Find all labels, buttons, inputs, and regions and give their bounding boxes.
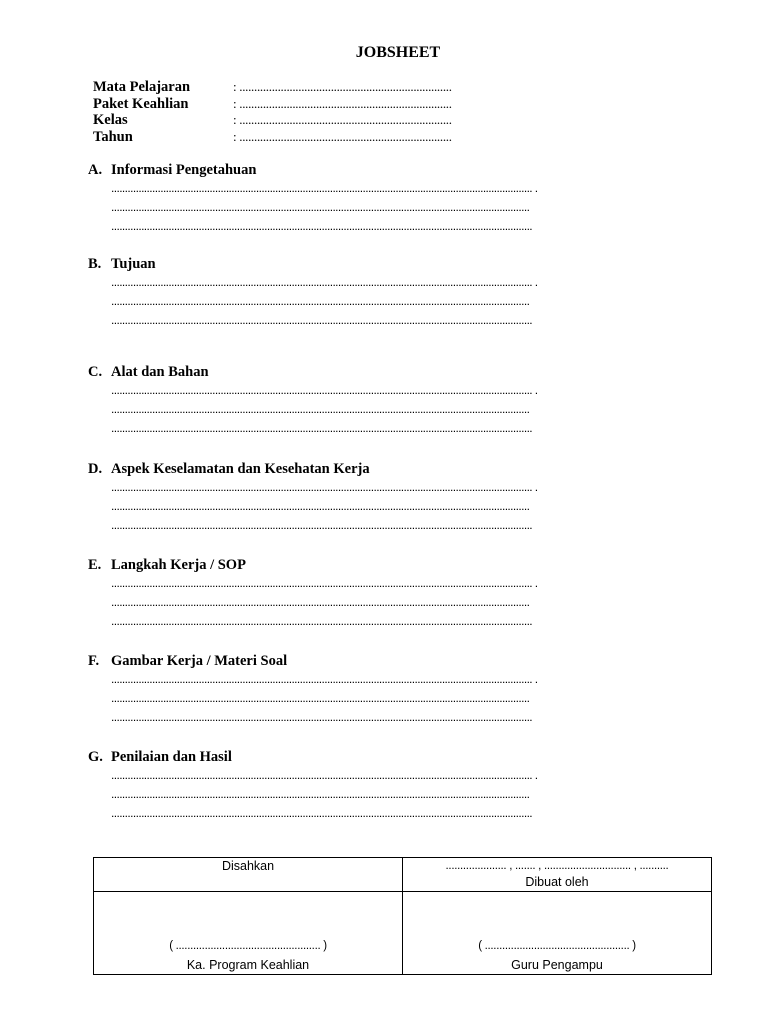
section-gambar-kerja <box>88 652 708 727</box>
fill-line: ......................................................................................................................................................... <box>111 294 530 308</box>
field-paket-keahlian <box>93 96 452 113</box>
section-letter: E. <box>88 557 102 573</box>
section-heading <box>88 556 708 574</box>
section-title: Langkah Kerja / SOP <box>111 557 246 573</box>
section-heading <box>88 652 708 670</box>
section-title: Tujuan <box>111 256 156 272</box>
field-label: Tahun <box>93 128 133 145</box>
section-tujuan <box>88 255 708 330</box>
section-letter: G. <box>88 749 103 765</box>
section-title: Gambar Kerja / Materi Soal <box>111 653 288 669</box>
signature-line: ( .................................................. ) <box>169 940 327 952</box>
fill-line: .......................................................................................................................................................... <box>111 806 533 820</box>
fill-line: .......................................................................................................................................................... . <box>111 672 538 686</box>
section-title: Informasi Pengetahuan <box>111 162 257 178</box>
section-aspek-k3 <box>88 460 708 535</box>
field-label: Kelas <box>93 112 128 128</box>
fill-line: .......................................................................................................................................................... <box>111 710 533 724</box>
section-heading <box>88 748 708 766</box>
field-value: : ........................................................................ <box>233 112 452 127</box>
fill-line: .......................................................................................................................................................... . <box>111 275 538 289</box>
fill-line: .......................................................................................................................................................... <box>111 518 533 532</box>
identity-fields <box>93 79 452 145</box>
fill-line: .......................................................................................................................................................... <box>111 313 533 327</box>
field-label: Mata Pelajaran <box>93 79 191 95</box>
created-header-cell <box>403 858 712 892</box>
fill-line: .......................................................................................................................................................... . <box>111 576 538 590</box>
section-title: Penilaian dan Hasil <box>111 749 232 765</box>
fill-line: ......................................................................................................................................................... <box>111 200 530 214</box>
fill-line: .......................................................................................................................................................... . <box>111 181 538 195</box>
creator-signature-cell <box>403 892 712 975</box>
field-mata-pelajaran <box>93 79 452 96</box>
fill-line: .......................................................................................................................................................... . <box>111 383 538 397</box>
field-value: : ........................................................................ <box>233 79 452 94</box>
field-tahun <box>93 129 452 146</box>
section-letter: F. <box>88 653 100 669</box>
section-informasi-pengetahuan <box>88 161 708 236</box>
approver-signature-cell <box>94 892 403 975</box>
fill-line: ......................................................................................................................................................... <box>111 499 530 513</box>
field-value: : ........................................................................ <box>233 128 452 144</box>
fill-line: .......................................................................................................................................................... . <box>111 768 538 782</box>
date-place-line: ..................... , ....... , .............................. , .......... <box>445 860 669 872</box>
signature-line: ( .................................................. ) <box>478 940 636 952</box>
section-title: Alat dan Bahan <box>111 364 209 380</box>
signature-table <box>93 857 712 975</box>
fill-line: .......................................................................................................................................................... <box>111 421 533 435</box>
fill-line: ......................................................................................................................................................... <box>111 691 530 705</box>
section-title: Aspek Keselamatan dan Kesehatan Kerja <box>111 461 370 477</box>
section-heading <box>88 363 708 381</box>
field-kelas <box>93 112 452 129</box>
approver-role: Ka. Program Keahlian <box>186 958 310 972</box>
field-label: Paket Keahlian <box>93 95 189 112</box>
fill-line: .......................................................................................................................................................... <box>111 219 533 233</box>
page-title: JOBSHEET <box>355 44 441 61</box>
section-heading <box>88 255 708 273</box>
section-letter: B. <box>88 256 102 272</box>
field-value: : ........................................................................ <box>233 95 452 111</box>
section-letter: D. <box>88 461 103 477</box>
section-heading <box>88 161 708 179</box>
creator-role: Guru Pengampu <box>511 958 603 972</box>
section-penilaian <box>88 748 708 823</box>
fill-line: ......................................................................................................................................................... <box>111 787 530 801</box>
section-letter: C. <box>88 364 103 380</box>
fill-line: ......................................................................................................................................................... <box>111 402 530 416</box>
approved-header-cell <box>94 858 403 892</box>
section-langkah-kerja <box>88 556 708 631</box>
section-letter: A. <box>88 162 103 178</box>
created-by-label: Dibuat oleh <box>525 875 589 889</box>
fill-line: .......................................................................................................................................................... . <box>111 480 538 494</box>
section-heading <box>88 460 708 478</box>
section-alat-dan-bahan <box>88 363 708 438</box>
fill-line: .......................................................................................................................................................... <box>111 614 533 628</box>
fill-line: ......................................................................................................................................................... <box>111 595 530 609</box>
approved-label: Disahkan <box>221 859 275 873</box>
